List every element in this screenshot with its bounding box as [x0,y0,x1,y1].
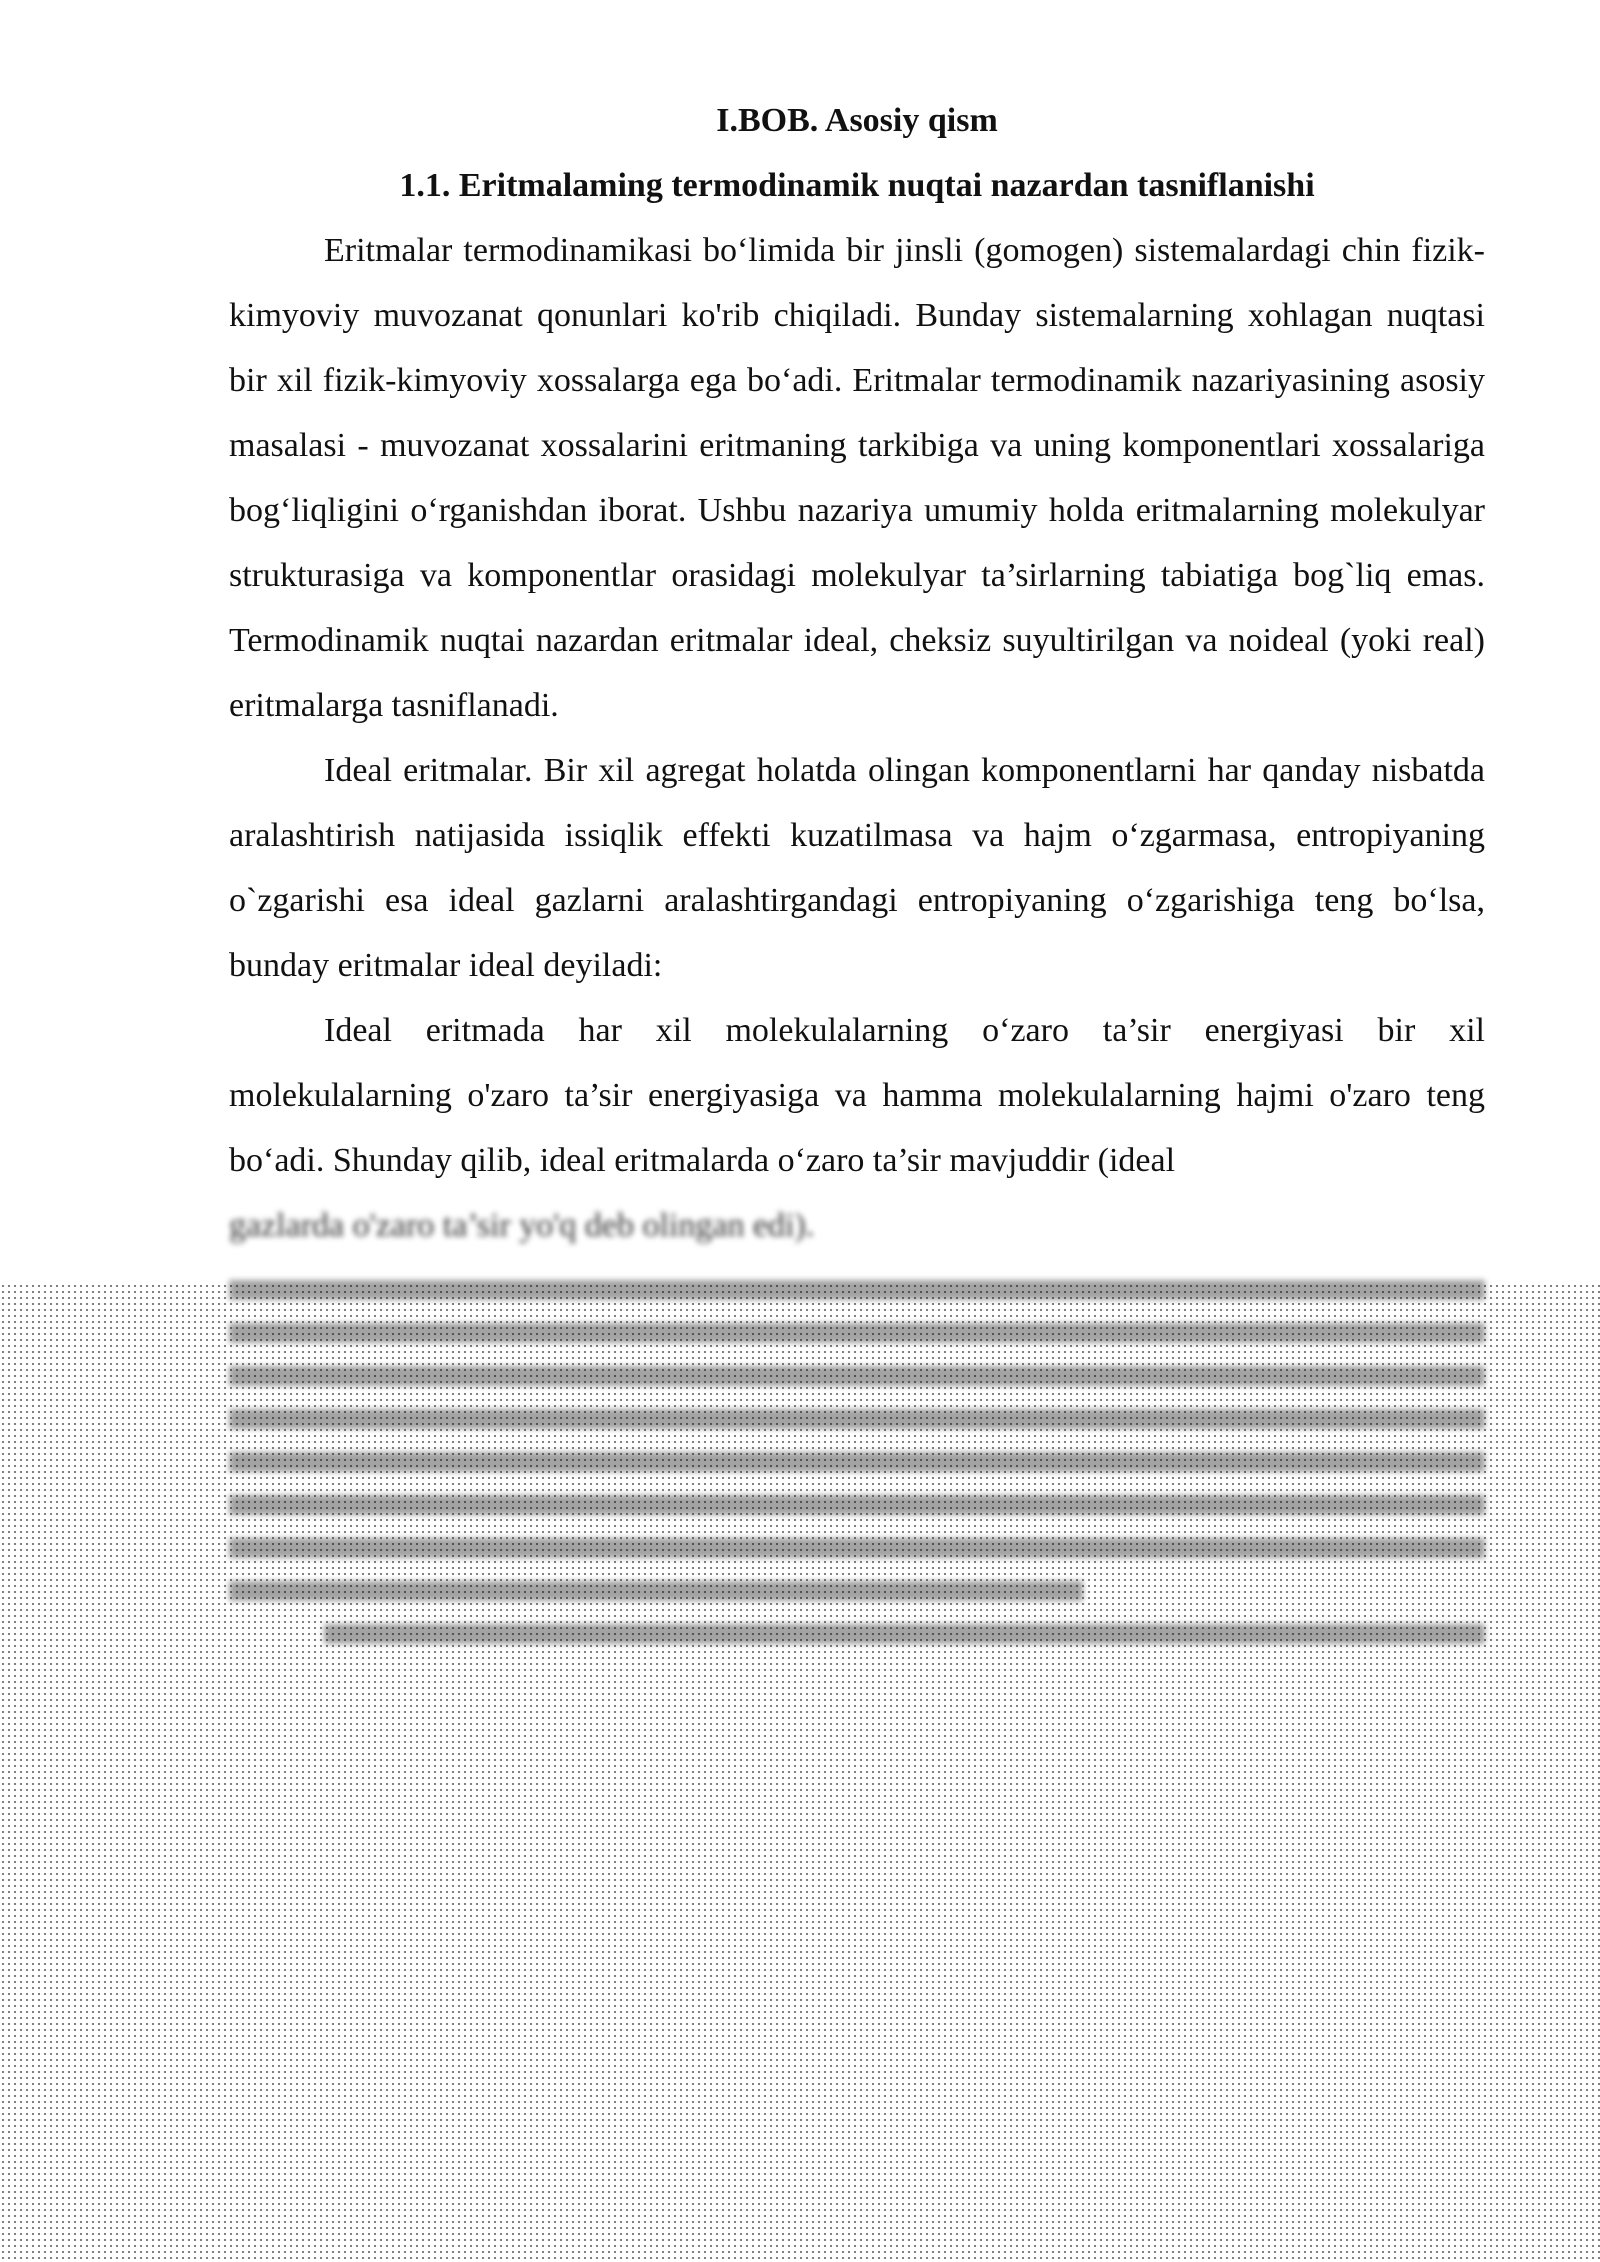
blurred-text-line: gazlarda o'zaro ta’sir yo'q deb olingan edi). [229,1207,815,1244]
paragraph-intro: Eritmalar termodinamikasi bo‘limida bir jinsli (gomogen) sistemalardagi chin fizik-kimyoviy muvozanat qonunlari ko'rib chiqiladi. Bunday sistemalarning xohlagan nuqtasi bir xil fizik-kimyoviy xossalarga ega bo‘adi. Eritmalar termodinamik nazariyasining asosiy masalasi - muvozanat xossalarini eritmaning tarkibiga va uning komponentlari xossalariga bog‘liqligini o‘rganishdan iborat. Ushbu nazariya umumiy holda eritmalarning molekulyar strukturasiga va komponentlar orasidagi molekulyar ta’sirlarning tabiatiga bog`liq emas. Termodinamik nuqtai nazardan eritmalar ideal, cheksiz suyultirilgan va noideal (yoki real) eritmalarga tasniflanadi. [229,232,1485,724]
section-title: 1.1. Eritmalaming termodinamik nuqtai nazardan tasniflanishi [399,167,1315,204]
blurred-text-region [229,1280,1485,1870]
chapter-title: I.BOB. Asosiy qism [716,102,998,139]
paragraph-ideal-interaction: Ideal eritmada har xil molekulalarning o‘zaro ta’sir energiyasi bir xil molekulalarning o'zaro ta’sir energiyasiga va hamma molekulalarning hajmi o'zaro teng bo‘adi. Shunday qilib, ideal eritmalarda o‘zaro ta’sir mavjuddir (ideal [229,1012,1485,1179]
paragraph-ideal-solutions: Ideal eritmalar. Bir xil agregat holatda olingan komponentlarni har qanday nisbatda aralashtirish natijasida issiqlik effekti kuzatilmasa va hajm o‘zgarmasa, entropiyaning o`zgarishi esa ideal gazlarni aralashtirgandagi entropiyaning o‘zgarishiga teng bo‘lsa, bunday eritmalar ideal deyiladi: [229,752,1485,984]
page-content [229,88,1485,1870]
